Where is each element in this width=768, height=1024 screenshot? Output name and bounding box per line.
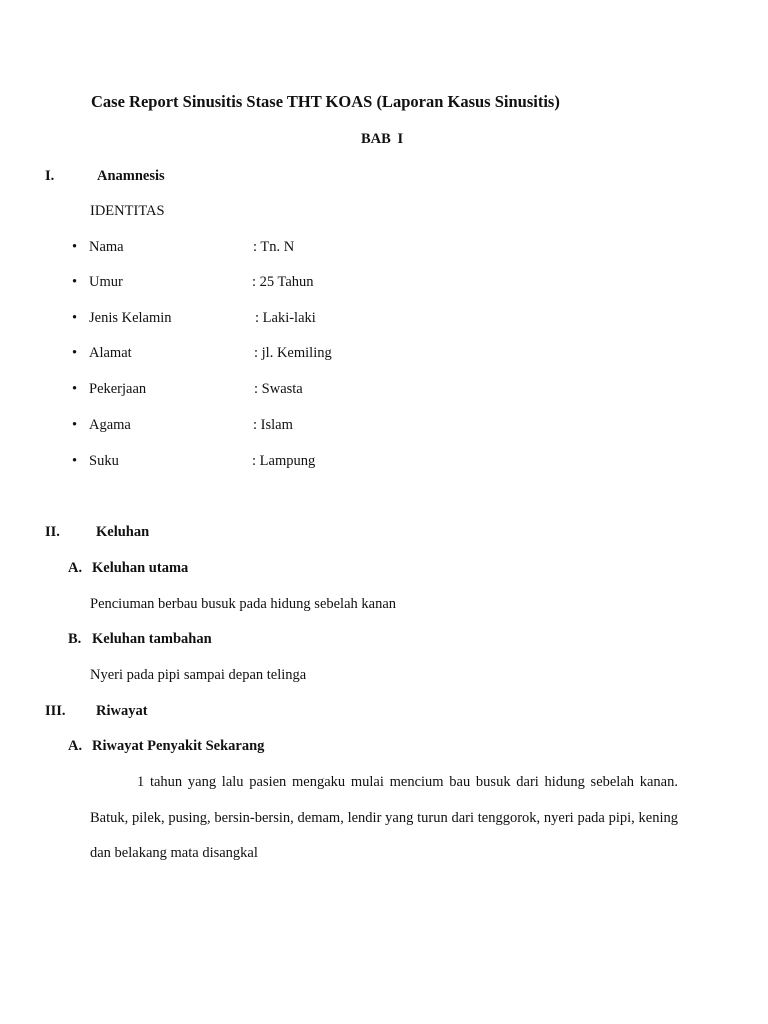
identity-value: : Islam bbox=[253, 417, 293, 433]
identity-subheading: IDENTITAS bbox=[90, 203, 165, 219]
bullet: • bbox=[72, 274, 78, 290]
identity-label: Umur bbox=[89, 274, 123, 290]
section-2-number: II. bbox=[45, 524, 60, 540]
identity-value: : 25 Tahun bbox=[252, 274, 314, 290]
identity-label: Alamat bbox=[89, 345, 132, 361]
subsection-title: Keluhan tambahan bbox=[92, 631, 212, 647]
bullet: • bbox=[72, 345, 78, 361]
subsection-title: Riwayat Penyakit Sekarang bbox=[92, 738, 265, 754]
subsection-letter: A. bbox=[68, 738, 83, 754]
identity-label: Suku bbox=[89, 453, 119, 469]
bullet: • bbox=[72, 417, 78, 433]
identity-label: Agama bbox=[89, 417, 131, 433]
identity-label: Nama bbox=[89, 239, 124, 255]
history-paragraph bbox=[90, 765, 678, 872]
section-1-number: I. bbox=[45, 168, 55, 184]
subsection-text: Penciuman berbau busuk pada hidung sebelah kanan bbox=[90, 596, 397, 612]
identity-value: : Lampung bbox=[252, 453, 316, 469]
history-paragraph-text: 1 tahun yang lalu pasien mengaku mulai mencium bau busuk dari hidung sebelah kanan. Batuk, pilek, pusing, bersin-bersin, demam, lendir yang turun dari tenggorok, nyeri pada pipi, kening dan belakang mata disangkal bbox=[90, 774, 678, 861]
subsection-letter: A. bbox=[68, 560, 83, 576]
section-3-title: Riwayat bbox=[96, 703, 148, 719]
subsection-letter: B. bbox=[68, 631, 82, 647]
identity-value: : Laki-laki bbox=[255, 310, 316, 326]
bullet: • bbox=[72, 310, 78, 326]
identity-label: Pekerjaan bbox=[89, 381, 147, 397]
section-2-title: Keluhan bbox=[96, 524, 150, 540]
identity-value: : Tn. N bbox=[253, 239, 295, 255]
section-3-number: III. bbox=[45, 703, 66, 719]
document-title: Case Report Sinusitis Stase THT KOAS (Laporan Kasus Sinusitis) bbox=[91, 92, 560, 111]
section-1-title: Anamnesis bbox=[97, 168, 165, 184]
subsection-title: Keluhan utama bbox=[92, 560, 189, 576]
subsection-text: Nyeri pada pipi sampai depan telinga bbox=[90, 667, 307, 683]
identity-label: Jenis Kelamin bbox=[89, 310, 172, 326]
bullet: • bbox=[72, 239, 78, 255]
chapter-heading: BAB I bbox=[361, 131, 404, 147]
bullet: • bbox=[72, 381, 78, 397]
identity-value: : Swasta bbox=[254, 381, 303, 397]
identity-value: : jl. Kemiling bbox=[254, 345, 332, 361]
bullet: • bbox=[72, 453, 78, 469]
